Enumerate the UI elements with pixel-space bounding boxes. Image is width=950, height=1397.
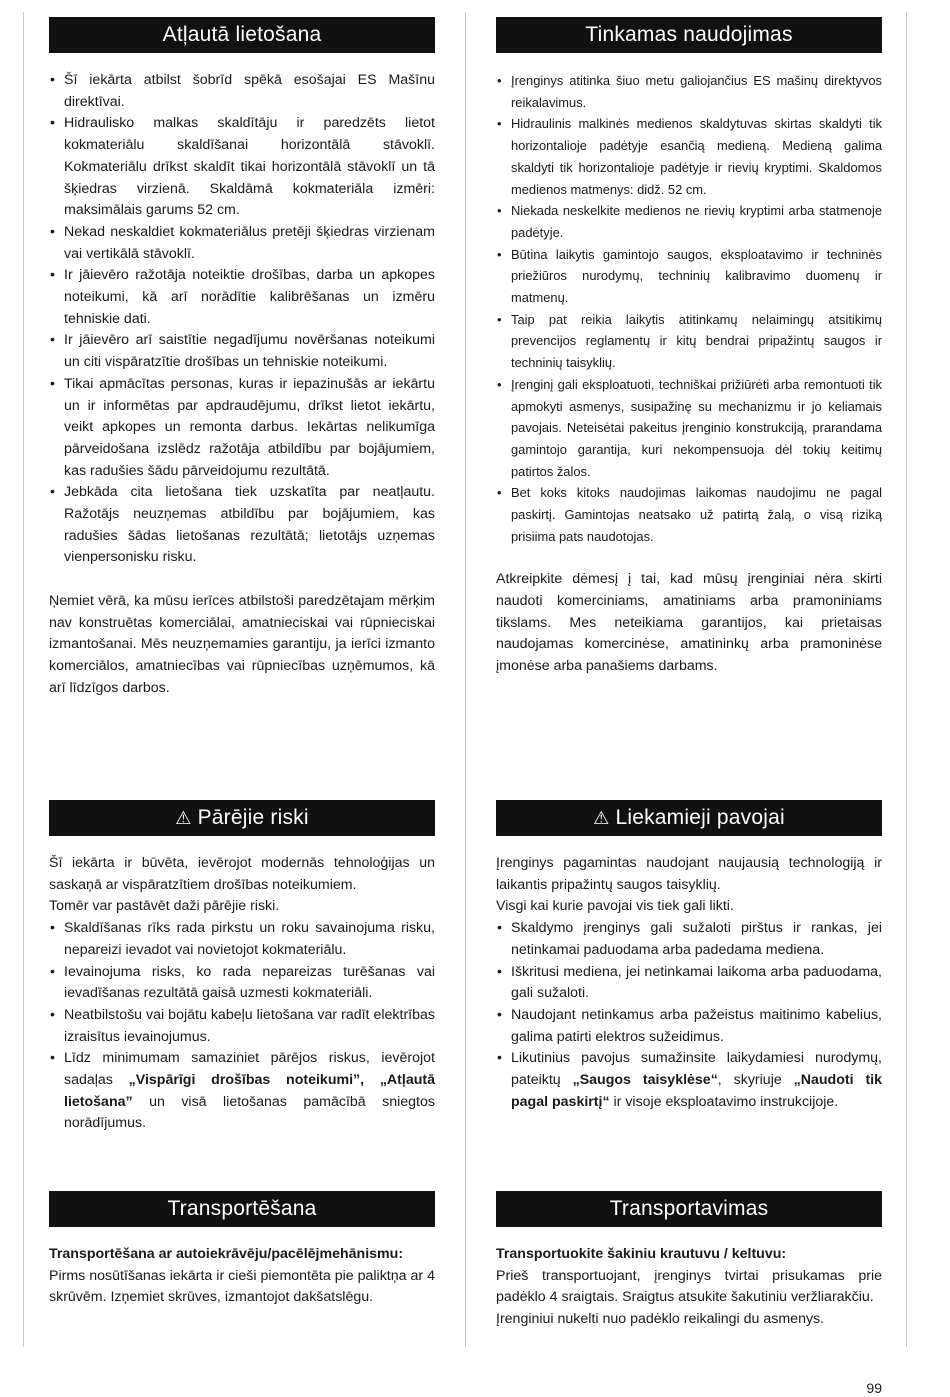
section-header <box>49 17 435 53</box>
list-item: • Bet koks kitoks naudojimas laikomas naudojimu ne pagal paskirtį. Gamintojas neatsako už patirtą žalą, o visą riziką prisiima pats naudotojas. <box>496 482 882 547</box>
residual-risks-section-lv <box>49 800 435 1135</box>
section-header <box>496 1191 882 1227</box>
list-item: • Ievainojuma risks, ko rada nepareizas turēšanas vai ievadīšanas rezultātā gaisā uzmesti kokmateriāli. <box>49 962 435 1005</box>
list-item: • Niekada neskelkite medienos ne rievių kryptimi arba statmenoje padėtyje. <box>496 200 882 243</box>
subsection-heading: Transportuokite šakiniu krautuvu / keltuvu: <box>496 1246 787 1262</box>
allowed-use-section-lt <box>496 17 882 678</box>
warning-triangle-icon: ⚠ <box>593 808 610 828</box>
list-item: • Skaldymo įrenginys gali sužaloti pirštus ir rankas, jei netinkamai paduodama arba padedama mediena. <box>496 918 882 961</box>
list-item: • Hidraulinis malkinės medienos skaldytuvas skirtas skaldyti tik horizontalioje padėtyje esančią medieną. Medieną galima skaldyti tik horizontalioje padėtyje ir rievių kryptimi. Skaldomos medienos matmenys: didž. 52 cm. <box>496 113 882 200</box>
list-item: • Iškritusi mediena, jei netinkamai laikoma arba paduodama, gali sužaloti. <box>496 962 882 1005</box>
intro-paragraph: Visgi kai kurie pavojai vis tiek gali likti. <box>496 898 734 915</box>
warning-triangle-icon: ⚠ <box>175 808 192 828</box>
text-run: ir visoje eksploatavimo instrukcijoje. <box>609 1093 839 1110</box>
left-margin-rule <box>23 12 24 1347</box>
list-item: • Šī iekārta atbilst šobrīd spēkā esošajai ES Mašīnu direktīvai. <box>49 70 435 113</box>
body-paragraph: Pirms nosūtīšanas iekārta ir cieši piemontēta pie paliktņa ar 4 skrūvēm. Izņemiet skrūves, izmantojot dakšatslēgu. <box>49 1267 435 1306</box>
bold-reference: „Saugos taisyklėse“ <box>572 1072 718 1089</box>
section-body <box>496 853 882 1113</box>
section-title: Transportavimas <box>609 1197 769 1220</box>
list-item: • Taip pat reikia laikytis atitinkamų nelaimingų atsitikimų prevencijos reglamentų ir kitų bendrai pripažintų saugos ir techninių taisyklių. <box>496 309 882 374</box>
text-run: Līdz minimumam samaziniet pārējos riskus, ievērojot sadaļas <box>64 1050 435 1089</box>
page-number: 99 <box>866 1380 882 1396</box>
text-run: , skyriuje <box>717 1072 794 1089</box>
transport-section-lt <box>496 1191 882 1331</box>
subsection-heading: Transportēšana ar autoiekrāvēju/pacēlējmehānismu: <box>49 1246 404 1262</box>
section-title: Liekamieji pavojai <box>615 806 785 829</box>
list-item <box>496 1048 882 1113</box>
section-header <box>49 800 435 836</box>
body-paragraph: Įrenginiui nukelti nuo padėklo reikalingi du asmenys. <box>496 1311 825 1328</box>
body-paragraph: Prieš transportuojant, įrenginys tvirtai prisukamas prie padėklo 4 sraigtais. Sraigtus atsukite šakutiniu veržliarakčiu. <box>496 1267 882 1306</box>
intro-paragraph: Šī iekārta ir būvēta, ievērojot modernās tehnoloģijas un saskaņā ar vispāratzītiem drošības noteikumiem. <box>49 855 435 893</box>
list-item: • Įrenginys atitinka šiuo metu galiojančius ES mašinų direktyvos reikalavimus. <box>496 70 882 113</box>
section-body <box>496 1244 882 1331</box>
right-margin-rule <box>906 12 907 1347</box>
section-body <box>49 1244 435 1309</box>
list-item: • Ir jāievēro ražotāja noteiktie drošības, darba un apkopes noteikumi, kā arī norādītie kalibrēšanas un izmēru tehniskie dati. <box>49 265 435 330</box>
section-title: Transportēšana <box>167 1197 317 1220</box>
intro-paragraph: Įrenginys pagamintas naudojant naujausią technologiją ir laikantis pripažintų saugos taisyklių. <box>496 855 882 893</box>
list-item <box>49 1048 435 1135</box>
note-paragraph: Ņemiet vērā, ka mūsu ierīces atbilstoši paredzētajam mērķim nav konstruētas komerciālai, amatnieciskai vai rūpnieciskai izmantošanai. Mēs neuzņemamies garantiju, ja ierīci izmanto komerciālos, amatniecības vai rūpniecības uzņēmumos, kā arī līdzīgos darbos. <box>49 592 435 696</box>
note-paragraph: Atkreipkite dėmesį į tai, kad mūsų įrenginiai nėra skirti naudoti komerciniams, amatiniams arba pramoniniams tikslams. Mes neteikiama garantijos, kai prietaisas naudojamas komercinėse, amatininkų arba pramoninėse įmonėse arba panašiems darbams. <box>496 571 882 674</box>
section-title: Pārējie riski <box>197 806 309 829</box>
bullet-list <box>496 918 882 1113</box>
bullet-list <box>496 70 882 547</box>
bold-reference: „Naudoti tik pagal paskirtį“ <box>511 1072 882 1110</box>
text-run: Likutinius pavojus sumažinsite laikydamiesi nurodymų, pateiktų <box>511 1050 882 1089</box>
section-header <box>496 800 882 836</box>
list-item: • Hidraulisko malkas skaldītāju ir paredzēts lietot kokmateriālu skaldīšanai horizontālā stāvoklī. Kokmateriālu drīkst skaldīt tikai horizontālā stāvoklī un tā šķiedras virzienā. Skaldāmā kokmateriāla izmēri: maksimālais garums 52 cm. <box>49 113 435 222</box>
section-body <box>496 70 882 547</box>
list-item: • Naudojant netinkamus arba pažeistus maitinimo kabelius, galima patirti elektros sužeidimus. <box>496 1005 882 1048</box>
list-item: • Skaldīšanas rīks rada pirkstu un roku savainojuma risku, nepareizi ievadot vai novietojot kokmateriālu. <box>49 918 435 961</box>
list-item: • Ir jāievēro arī saistītie negadījumu novēršanas noteikumi un citi vispāratzītie drošības un tehniskie noteikumi. <box>49 330 435 373</box>
bullet-list <box>49 70 435 569</box>
section-title: Tinkamas naudojimas <box>585 23 793 46</box>
bullet-list <box>49 918 435 1135</box>
transport-section-lv <box>49 1191 435 1309</box>
list-item: • Jebkāda cita lietošana tiek uzskatīta par neatļautu. Ražotājs neuzņemas atbildību par bojājumiem, kas radušies šādas lietošanas rezultātā; lietotājs uzņemas vienpersonisku risku. <box>49 482 435 569</box>
section-title: Atļautā lietošana <box>162 23 322 46</box>
list-item: • Nekad neskaldiet kokmateriālus pretēji šķiedras virzienam vai vertikālā stāvoklī. <box>49 222 435 265</box>
note-block <box>496 569 882 678</box>
list-item: • Tikai apmācītas personas, kuras ir iepazinušās ar iekārtu un ir informētas par apdraudējumu, drīkst lietot iekārtu, veikt apkopes un remonta darbus. Iekārtas nelikumīga pārveidošana izslēdz ražotāja atbildību par bojājumiem, kas radušies šādu pārveidojumu rezultātā. <box>49 374 435 483</box>
bold-reference: „Vispārīgi drošības noteikumi”, „Atļautā lietošana” <box>64 1072 436 1110</box>
section-header <box>49 1191 435 1227</box>
list-item: • Neatbilstošu vai bojātu kabeļu lietošana var radīt elektrības izraisītus ievainojumus. <box>49 1005 435 1048</box>
residual-risks-section-lt <box>496 800 882 1113</box>
section-body <box>49 853 435 1135</box>
allowed-use-section-lv <box>49 17 435 699</box>
text-run: un visā lietošanas pamācībā sniegtos norādījumus. <box>64 1093 435 1132</box>
section-body <box>49 70 435 699</box>
section-header <box>496 17 882 53</box>
list-item: • Įrenginį gali eksploatuoti, techniškai prižiūrėti arba remontuoti tik apmokyti asmenys, susipažinę su mechanizmu ir jo keliamais pavojais. Neteisėtai pakeitus įrenginio konstrukciją, prarandama gamintojo garantija, kuri nekompensuoja dėl tokių keitimų patirtos žalos. <box>496 374 882 483</box>
center-divider-rule <box>465 12 466 1347</box>
intro-paragraph: Tomēr var pastāvēt daži pārējie riski. <box>49 898 280 915</box>
list-item: • Būtina laikytis gamintojo saugos, eksploatavimo ir techninės priežiūros nurodymų, techninių kalibravimo duomenų ir matmenų. <box>496 244 882 309</box>
